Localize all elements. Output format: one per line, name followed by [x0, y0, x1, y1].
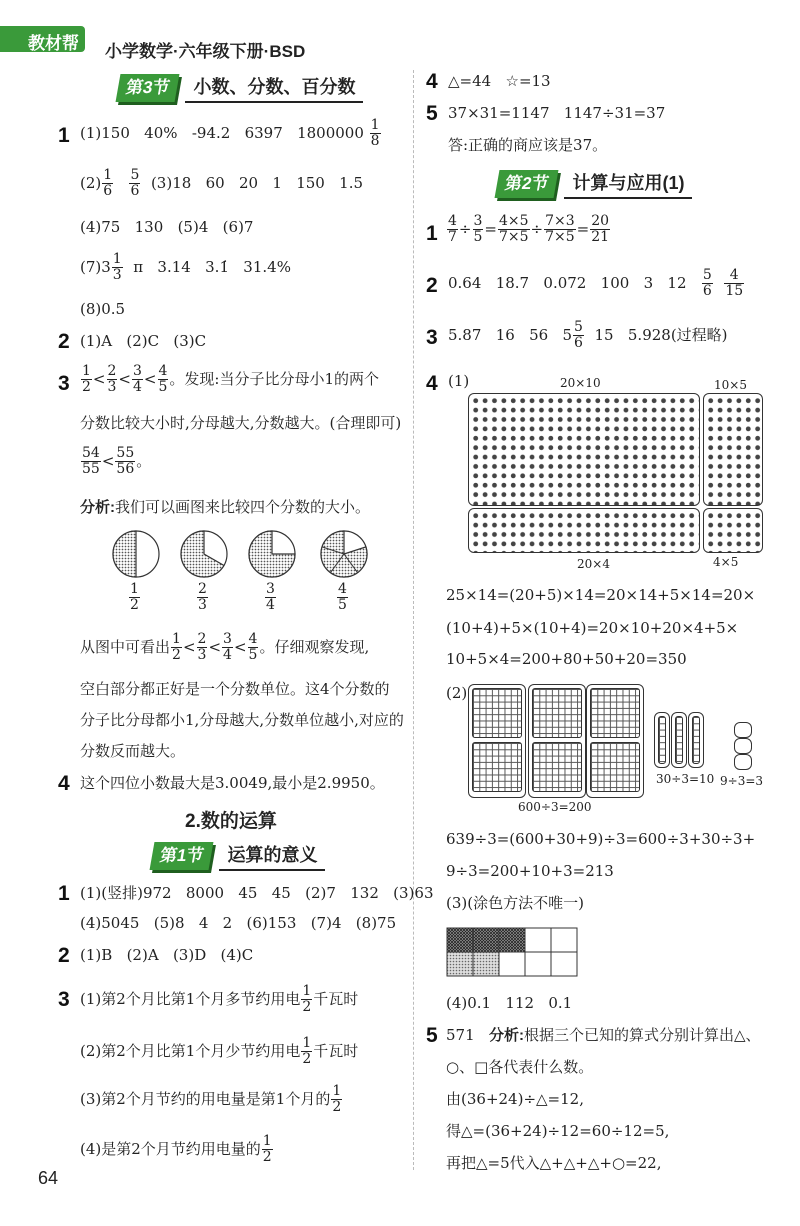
answer-line: 639÷3=(600+30+9)÷3=600÷3+30÷3+: [446, 830, 756, 848]
answer-line: △=44 ☆=13: [448, 72, 551, 90]
answer-line: (1)150 40% -94.2 6397 1800000 $\frac{1}{8}$: [80, 117, 380, 149]
hundred-block: [472, 688, 522, 738]
pie-half: [113, 531, 159, 577]
hundred-block: [532, 688, 582, 738]
analysis-line: 空白部分都正好是一个分数单位。这4个分数的: [80, 680, 390, 698]
column-divider: [413, 70, 414, 1170]
header-title: 小学数学·六年级下册·BSD: [105, 42, 306, 61]
pie-diagrams: [110, 528, 380, 588]
header-badge: 教材帮: [0, 26, 85, 52]
hundred-block: [532, 742, 582, 792]
question-number: 4: [426, 372, 438, 395]
chapter-title: 2.数的运算: [185, 811, 277, 832]
shading-grid: [446, 927, 578, 977]
question-number: 4: [426, 70, 438, 93]
question-number: 3: [58, 988, 70, 1011]
answer-line: ○、□各代表什么数。: [446, 1058, 594, 1076]
array-label: 600÷3=200: [518, 800, 592, 814]
question-number: 1: [58, 124, 70, 147]
question-number: 3: [58, 372, 70, 395]
answer-line: (4)75 130 (5)4 (6)7: [80, 218, 254, 236]
answer-line: (4)5045 (5)8 4 2 (6)153 (7)4 (8)75: [80, 914, 397, 932]
ten-rod: [658, 716, 666, 764]
answer-line: 再把△=5代入△+△+△+○=22,: [446, 1154, 662, 1172]
answer-line: 分数比较大小时,分母越大,分数越大。(合理即可): [80, 414, 402, 432]
pie-four-fifths: [321, 531, 367, 577]
answer-line: (4)0.1 112 0.1: [446, 994, 573, 1012]
hundred-block: [590, 688, 640, 738]
answer-line: (1)A (2)C (3)C: [80, 332, 207, 350]
array-label: 4×5: [713, 555, 739, 569]
answer-line: (3)(涂色方法不唯一): [446, 894, 584, 912]
analysis-line: 分子比分母都小1,分母越大,分数单位越小,对应的: [80, 711, 404, 729]
answer-line: 得△=(36+24)÷12=60÷12=5,: [446, 1122, 670, 1140]
answer-line: (3)第2个月节约的用电量是第1个月的 $\frac{1}{2}$: [80, 1083, 342, 1115]
ten-rod: [692, 716, 700, 764]
section-heading-1: 第1节 运算的意义: [152, 842, 325, 870]
answer-line: $\frac{4}{7}$ ÷ $\frac{3}{5}$ = $\frac{4\times 5}{7\times 5}$ ÷ $\frac{7\times 3}{7\times 5}$ = $\frac{20}{21}$: [448, 213, 610, 245]
answer-line: 由(36+24)÷△=12,: [446, 1090, 584, 1108]
array-label: 30÷3=10: [656, 772, 715, 786]
section-heading-2: 第2节 计算与应用(1): [497, 170, 692, 198]
dot-array-4x5: [703, 508, 763, 553]
answer-line: (1): [448, 372, 470, 390]
array-label: 10×5: [714, 378, 747, 392]
answer-line: (1)(竖排)972 8000 45 45 (2)7 132 (3)63: [80, 884, 434, 902]
question-number: 2: [58, 944, 70, 967]
hundred-block: [472, 742, 522, 792]
analysis-line: 从图中可看出 $\frac{1}{2}$ < $\frac{2}{3}$ < $\frac{3}{4}$ < $\frac{4}{5}$ 。仔细观察发现,: [80, 631, 370, 663]
answer-line: (7)3 $\frac{1}{3}$ π 3.14 3.1̇ 31.4%: [80, 251, 291, 283]
question-number: 1: [58, 882, 70, 905]
ten-rod: [675, 716, 683, 764]
question-number: 3: [426, 326, 438, 349]
answer-line: (8)0.5: [80, 300, 126, 318]
answer-line: (10+4)+5×(10+4)=20×10+20×4+5×: [446, 619, 739, 637]
answer-line: 5.87 16 56 5 $\frac{5}{6}$ 15 5.928(过程略): [448, 319, 728, 351]
answer-line: (2)第2个月比第1个月少节约用电 $\frac{1}{2}$ 千瓦时: [80, 1035, 359, 1067]
pie-three-quarters: [249, 531, 295, 577]
answer-line: (1)B (2)A (3)D (4)C: [80, 946, 254, 964]
ones-group: [734, 754, 752, 770]
section-heading-3: 第3节 小数、分数、百分数: [118, 74, 363, 102]
dot-array-20x4: [468, 508, 700, 553]
dot-array-10x5: [703, 393, 763, 506]
analysis-line: 分数反而越大。: [80, 742, 186, 760]
question-number: 5: [426, 102, 438, 125]
analysis-line: 分析:我们可以画图来比较四个分数的大小。: [80, 498, 371, 516]
answer-line: 571 分析:根据三个已知的算式分别计算出△、: [446, 1026, 761, 1044]
answer-line: 25×14=(20+5)×14=20×14+5×14=20×: [446, 586, 756, 604]
ones-group: [734, 738, 752, 754]
array-label: 20×4: [577, 557, 610, 571]
answer-line: 10+5×4=200+80+50+20=350: [446, 650, 687, 668]
answer-line: $\frac{1}{2}$ < $\frac{2}{3}$ < $\frac{3}{4}$ < $\frac{4}{5}$ 。发现:当分子比分母小1的两个: [82, 363, 380, 395]
answer-line: 9÷3=200+10+3=213: [446, 862, 614, 880]
array-label: 20×10: [560, 376, 601, 390]
answer-line: 这个四位小数最大是3.0049,最小是2.9950。: [80, 774, 385, 792]
ones-group: [734, 722, 752, 738]
answer-line: (4)是第2个月节约用电量的 $\frac{1}{2}$: [80, 1133, 272, 1165]
question-number: 4: [58, 772, 70, 795]
answer-line: 答:正确的商应该是37。: [448, 136, 608, 154]
answer-line: (2) $\frac{1}{6}$ $\frac{5}{6}$ (3)18 60 20 1 150 1.5: [80, 167, 364, 199]
answer-line: $\frac{54}{55}$ < $\frac{55}{56}$ 。: [82, 445, 152, 477]
array-label: 9÷3=3: [720, 774, 764, 788]
question-number: 2: [58, 330, 70, 353]
question-number: 5: [426, 1024, 438, 1047]
answer-line: (2): [446, 684, 468, 702]
answer-line: (1)第2个月比第1个月多节约用电 $\frac{1}{2}$ 千瓦时: [80, 983, 359, 1015]
answer-line: 0.64 18.7 0.072 100 3 12 $\frac{5}{6}$ $\frac{4}{15}$: [448, 267, 744, 299]
answer-line: 37×31=1147 1147÷31=37: [448, 104, 666, 122]
question-number: 1: [426, 222, 438, 245]
page-number: 64: [38, 1168, 59, 1188]
hundred-block: [590, 742, 640, 792]
dot-array-20x10: [468, 393, 700, 506]
question-number: 2: [426, 274, 438, 297]
